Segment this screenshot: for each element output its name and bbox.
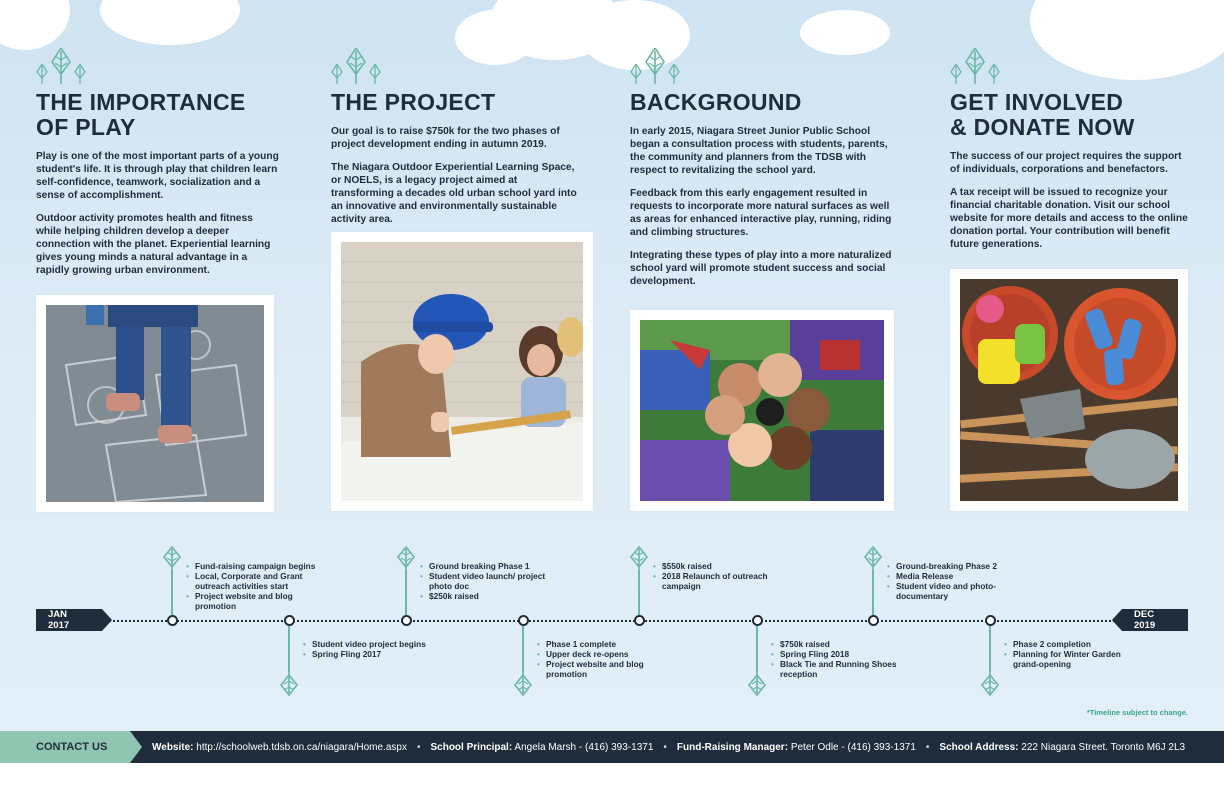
timeline-stem [989, 626, 991, 672]
paragraph: The success of our project requires the support of individuals, corporations and benefactors. [950, 151, 1182, 175]
timeline-node [868, 615, 879, 626]
tree-icon [74, 64, 86, 84]
contact-label: CONTACT US [0, 731, 130, 763]
timeline-node [518, 615, 529, 626]
timeline-item: • Student video launch/ project photo doc [420, 571, 560, 591]
tree-icon [279, 670, 299, 696]
tree-icon [988, 64, 1000, 84]
contact-principal [430, 742, 653, 753]
separator-bullet-icon: • [925, 741, 930, 753]
timeline-node [985, 615, 996, 626]
timeline-stem [756, 626, 758, 672]
tree-icon [630, 64, 642, 84]
paragraph: A tax receipt will be issued to recognize your financial charitable donation. Visit our school website for more details and access to the online donation portal. Your contribution will benefit future generations. [950, 187, 1188, 250]
column-importance-of-play [36, 40, 281, 277]
timeline-item: • Spring Fling 2017 [303, 649, 443, 659]
timeline-milestone-text [420, 561, 560, 601]
tree-icon [331, 64, 343, 84]
section-heading [950, 90, 1188, 140]
paragraph: In early 2015, Niagara Street Junior Public School began a consultation process with students, parents, the community and planners from the TDSB with respect to revitalizing the school yard. [630, 126, 888, 176]
tree-icon [345, 48, 367, 84]
kids-circle-illustration [640, 320, 884, 501]
column-get-involved [950, 40, 1188, 251]
website-value: http://schoolweb.tdsb.on.ca/niagara/Home.aspx [196, 741, 407, 753]
contact-address [939, 742, 1185, 753]
heading-line: BACKGROUND [630, 89, 802, 115]
separator-bullet-icon: • [663, 741, 667, 753]
timeline-item: • Project website and blog promotion [186, 591, 326, 611]
timeline-item: • Ground breaking Phase 1 [420, 561, 560, 571]
photo-kids-circle [630, 310, 894, 511]
kids-planning-illustration [341, 242, 583, 501]
tree-icon-group [331, 40, 581, 84]
tree-icon [629, 546, 649, 572]
tree-icon [513, 670, 533, 696]
heading-line: & DONATE NOW [950, 114, 1135, 140]
tree-icon [668, 64, 680, 84]
photo-hopscotch [36, 295, 274, 512]
principal-value: Angela Marsh - (416) 393-1371 [514, 741, 654, 753]
timeline-item: • Ground-breaking Phase 2 [887, 561, 1027, 571]
timeline-item: • Spring Fling 2018 [771, 649, 911, 659]
timeline-line [102, 620, 1122, 622]
timeline-item: • Student video and photo-documentary [887, 581, 1027, 601]
tree-icon [863, 546, 883, 572]
timeline-item: • Project website and blog promotion [537, 659, 677, 679]
heading-line: THE PROJECT [331, 89, 496, 115]
paragraph: Integrating these types of play into a more naturalized school yard will promote student success and social development. [630, 250, 892, 287]
address-value: 222 Niagara Street. Toronto M6J 2L3 [1021, 741, 1186, 753]
heading-line: THE IMPORTANCE [36, 89, 246, 115]
timeline-item: • $750k raised [771, 639, 911, 649]
timeline-milestone-text [186, 561, 326, 611]
tree-icon [747, 670, 767, 696]
paragraph: Feedback from this early engagement resulted in requests to incorporate more natural surfaces as well as areas for enhanced interactive play, running, riding and climbing structures. [630, 188, 892, 238]
timeline-milestone-text [537, 639, 677, 679]
timeline-item: • $250k raised [420, 591, 560, 601]
section-heading [630, 90, 898, 115]
timeline-node [752, 615, 763, 626]
timeline-stem [171, 570, 173, 615]
tree-icon [162, 546, 182, 572]
timeline-item: • $550k raised [653, 561, 793, 571]
timeline-item: • Fund-raising campaign begins [186, 561, 326, 571]
timeline-end-arrow [1112, 609, 1122, 631]
timeline-milestone-text [771, 639, 911, 679]
heading-line: GET INVOLVED [950, 89, 1124, 115]
bottom-strip [0, 763, 1224, 792]
timeline-node [634, 615, 645, 626]
section-heading [36, 90, 281, 140]
timeline-stem [522, 626, 524, 672]
timeline-stem [638, 570, 640, 615]
timeline-node [167, 615, 178, 626]
timeline-node [284, 615, 295, 626]
website-label: Website: [152, 741, 194, 753]
timeline-item: • Phase 2 completion [1004, 639, 1144, 649]
photo-garden-tools [950, 269, 1188, 511]
tree-icon [50, 48, 72, 84]
column-the-project [331, 40, 581, 226]
timeline-item: • Phase 1 complete [537, 639, 677, 649]
timeline-item: • Planning for Winter Garden grand-opening [1004, 649, 1144, 669]
principal-label: School Principal: [430, 741, 513, 753]
garden-tools-illustration [960, 279, 1178, 501]
timeline-item: • Black Tie and Running Shoes reception [771, 659, 911, 679]
heading-line: OF PLAY [36, 114, 136, 140]
section-heading [331, 90, 581, 115]
tree-icon [950, 64, 962, 84]
paragraph: Outdoor activity promotes health and fitness while helping children develop a deeper connection with the planet. Experiential learning gives young minds a natural advantage in a rapidly growing urban environment. [36, 213, 271, 276]
contact-manager [677, 742, 916, 753]
contact-website[interactable] [152, 742, 407, 753]
timeline-item: • Local, Corporate and Grant outreach activities start [186, 571, 326, 591]
timeline-milestone-text [303, 639, 443, 659]
timeline-end-tag: DEC 2019 [1122, 609, 1188, 631]
tree-icon-group [630, 40, 898, 84]
timeline-milestone-text [653, 561, 793, 591]
tree-icon [369, 64, 381, 84]
photo-kids-planning [331, 232, 593, 511]
cloud [100, 0, 240, 45]
timeline-milestone-text [887, 561, 1027, 601]
timeline-item: • Student video project begins [303, 639, 443, 649]
tree-icon [964, 48, 986, 84]
paragraph: Play is one of the most important parts of a young student's life. It is through play that children learn self-confidence, teamwork, socialization and a sense of accomplishment. [36, 151, 279, 201]
tree-icon [980, 670, 1000, 696]
timeline-footnote: *Timeline subject to change. [1086, 708, 1188, 717]
timeline-node [401, 615, 412, 626]
contact-bar [0, 731, 1224, 763]
paragraph: Our goal is to raise $750k for the two phases of project development ending in autumn 2019. [331, 126, 560, 150]
timeline-start-arrow [102, 609, 112, 631]
timeline-item: • Upper deck re-opens [537, 649, 677, 659]
contact-items [152, 742, 1185, 753]
timeline-stem [405, 570, 407, 615]
timeline-stem [872, 570, 874, 615]
hopscotch-illustration [46, 305, 264, 502]
timeline-start-tag: JAN 2017 [36, 609, 102, 631]
timeline-stem [288, 626, 290, 672]
tree-icon [396, 546, 416, 572]
address-label: School Address: [939, 741, 1019, 753]
paragraph: The Niagara Outdoor Experiential Learning Space, or NOELS, is a legacy project aimed at transforming a decades old urban school yard into an innovative and environmentally sustainable activity area. [331, 162, 577, 225]
tree-icon [644, 48, 666, 84]
manager-value: Peter Odle - (416) 393-1371 [790, 741, 916, 753]
manager-label: Fund-Raising Manager: [676, 741, 789, 753]
tree-icon-group [950, 40, 1188, 84]
tree-icon-group [36, 40, 281, 84]
timeline-item: • 2018 Relaunch of outreach campaign [653, 571, 793, 591]
tree-icon [36, 64, 48, 84]
separator-bullet-icon: • [416, 741, 421, 753]
timeline-milestone-text [1004, 639, 1144, 669]
column-background [630, 40, 898, 288]
timeline-item: • Media Release [887, 571, 1027, 581]
